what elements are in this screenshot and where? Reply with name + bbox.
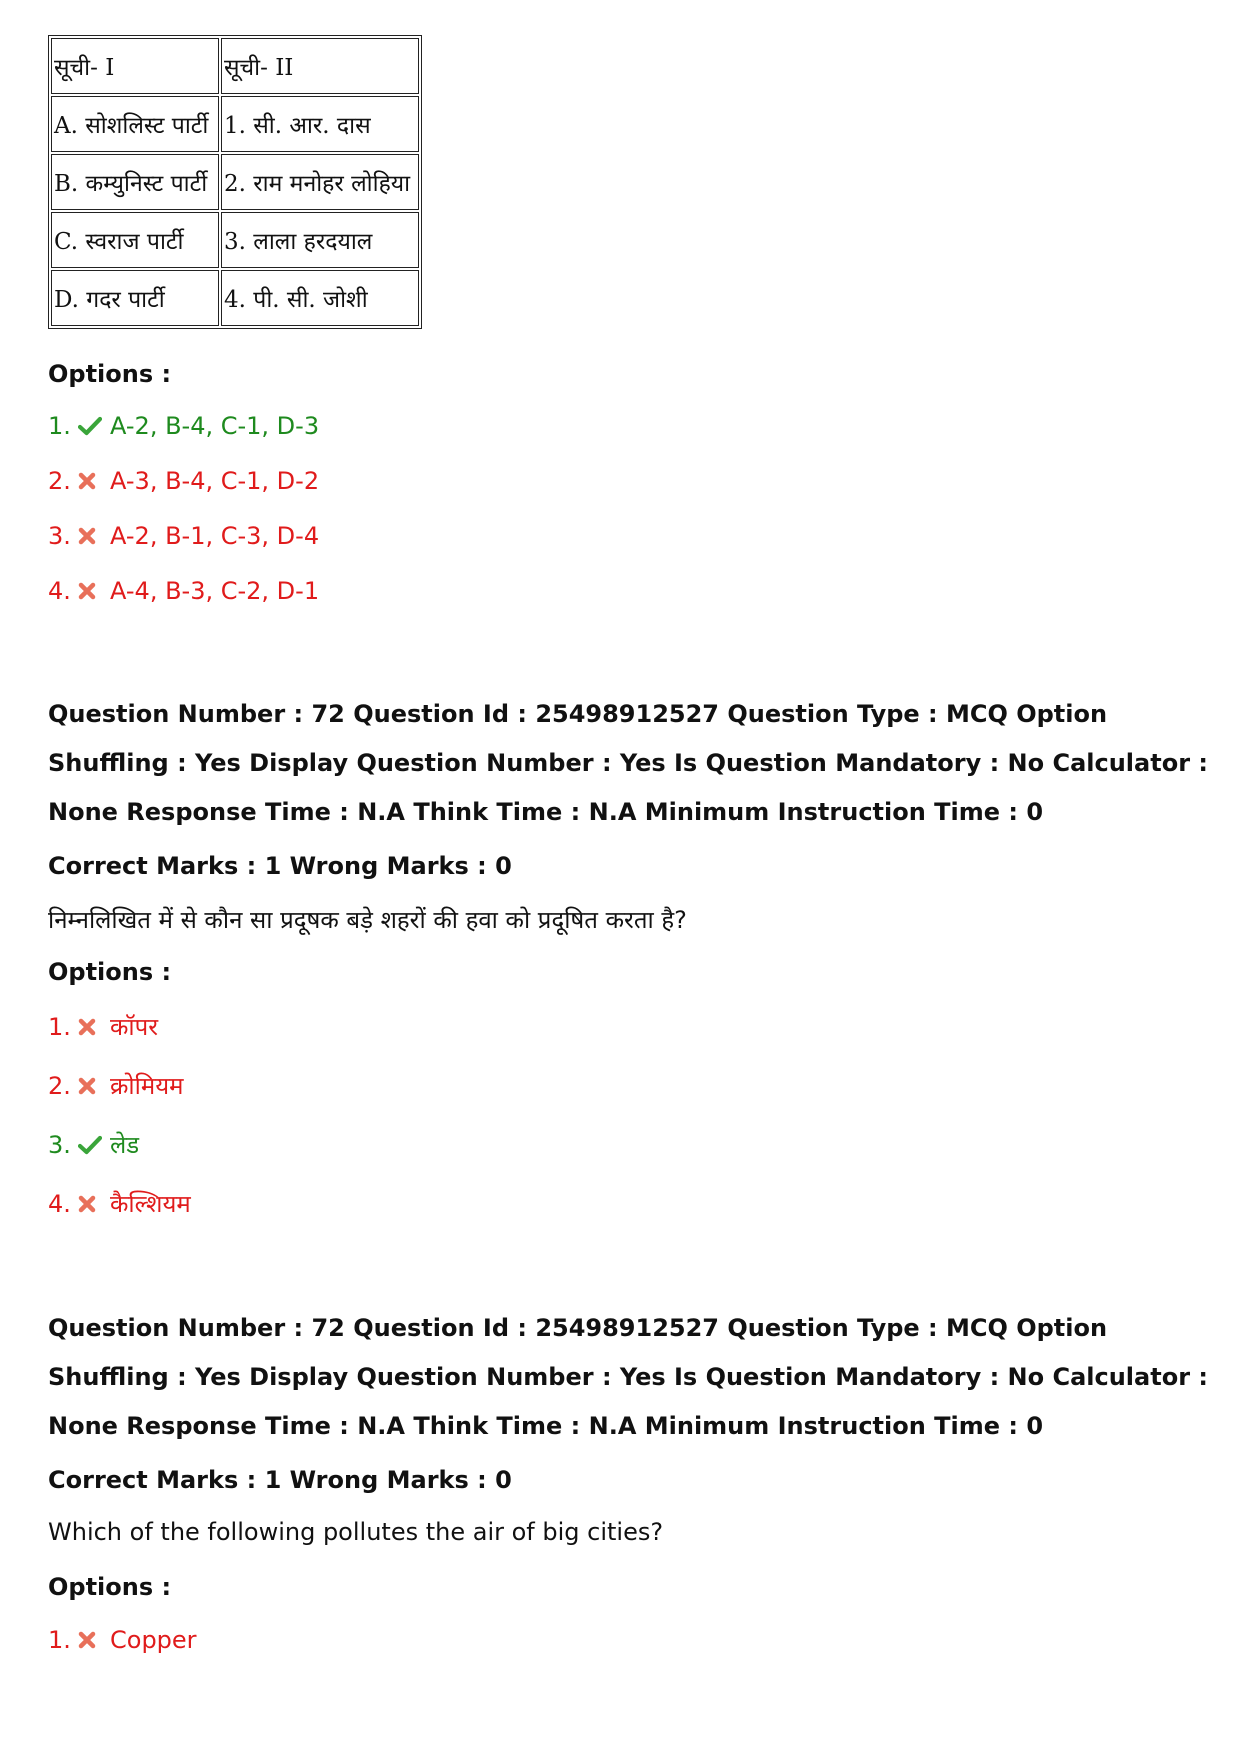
marks-info: Correct Marks : 1 Wrong Marks : 0 bbox=[48, 852, 512, 880]
question-meta: Question Number : 72 Question Id : 25498912527 Question Type : MCQ Option Shuffling : Yes Display Question Number : Yes Is Question Mandatory : No Calculator : None Response Time : N.A Think Time : N.A Minimum Instruction Time : 0 bbox=[48, 700, 1208, 826]
cross-icon bbox=[78, 579, 106, 603]
option-text: क्रोमियम bbox=[110, 1072, 184, 1100]
table-cell: 4. पी. सी. जोशी bbox=[221, 270, 419, 326]
cross-icon bbox=[78, 1192, 106, 1216]
option-number: 2. bbox=[48, 1071, 71, 1100]
option-text: A-2, B-4, C-1, D-3 bbox=[110, 412, 320, 440]
option-number: 1. bbox=[48, 1012, 71, 1041]
option-number: 2. bbox=[48, 467, 71, 495]
option-number: 1. bbox=[48, 1626, 71, 1654]
cross-icon bbox=[78, 1015, 106, 1039]
option-number: 3. bbox=[48, 522, 71, 550]
option-text: A-2, B-1, C-3, D-4 bbox=[110, 522, 320, 550]
option-number: 4. bbox=[48, 577, 71, 605]
option-text: कैल्शियम bbox=[110, 1190, 191, 1218]
check-icon bbox=[78, 1133, 106, 1157]
table-cell: C. स्वराज पार्टी bbox=[51, 212, 219, 268]
table-row bbox=[51, 154, 419, 210]
question-meta: Question Number : 72 Question Id : 25498912527 Question Type : MCQ Option Shuffling : Yes Display Question Number : Yes Is Question Mandatory : No Calculator : None Response Time : N.A Think Time : N.A Minimum Instruction Time : 0 bbox=[48, 1314, 1208, 1440]
option-item bbox=[48, 1010, 158, 1043]
table-cell: A. सोशलिस्ट पार्टी bbox=[51, 96, 219, 152]
match-the-list-table bbox=[48, 35, 422, 329]
option-number: 4. bbox=[48, 1189, 71, 1218]
question-text: Which of the following pollutes the air of big cities? bbox=[48, 1518, 664, 1546]
option-text: कॉपर bbox=[110, 1013, 159, 1041]
question-text: निम्नलिखित में से कौन सा प्रदूषक बड़े शहरों की हवा को प्रदूषित करता है? bbox=[48, 906, 687, 934]
option-item bbox=[48, 1069, 184, 1102]
option-item bbox=[48, 1187, 191, 1220]
option-text: Copper bbox=[110, 1626, 197, 1654]
table-row bbox=[51, 212, 419, 268]
table-cell: 2. राम मनोहर लोहिया bbox=[221, 154, 419, 210]
table-cell: B. कम्युनिस्ट पार्टी bbox=[51, 154, 219, 210]
table-cell: D. गदर पार्टी bbox=[51, 270, 219, 326]
option-text: लेड bbox=[110, 1131, 140, 1159]
table-cell: 1. सी. आर. दास bbox=[221, 96, 419, 152]
table-header-list-2: सूची- II bbox=[221, 38, 419, 94]
options-label: Options : bbox=[48, 360, 172, 388]
cross-icon bbox=[78, 1074, 106, 1098]
option-text: A-3, B-4, C-1, D-2 bbox=[110, 467, 320, 495]
cross-icon bbox=[78, 469, 106, 493]
table-header-list-1: सूची- I bbox=[51, 38, 219, 94]
cross-icon bbox=[78, 1628, 106, 1652]
cross-icon bbox=[78, 524, 106, 548]
table-row bbox=[51, 96, 419, 152]
check-icon bbox=[78, 414, 106, 438]
option-item bbox=[48, 577, 319, 605]
table-row bbox=[51, 270, 419, 326]
option-text: A-4, B-3, C-2, D-1 bbox=[110, 577, 320, 605]
option-item bbox=[48, 1626, 197, 1654]
options-label: Options : bbox=[48, 958, 172, 986]
options-label: Options : bbox=[48, 1573, 172, 1601]
option-number: 3. bbox=[48, 1130, 71, 1159]
option-item bbox=[48, 467, 319, 495]
table-header-row bbox=[51, 38, 419, 94]
marks-info: Correct Marks : 1 Wrong Marks : 0 bbox=[48, 1466, 512, 1494]
table-cell: 3. लाला हरदयाल bbox=[221, 212, 419, 268]
option-item bbox=[48, 412, 319, 440]
option-item bbox=[48, 522, 319, 550]
option-item bbox=[48, 1128, 139, 1161]
option-number: 1. bbox=[48, 412, 71, 440]
